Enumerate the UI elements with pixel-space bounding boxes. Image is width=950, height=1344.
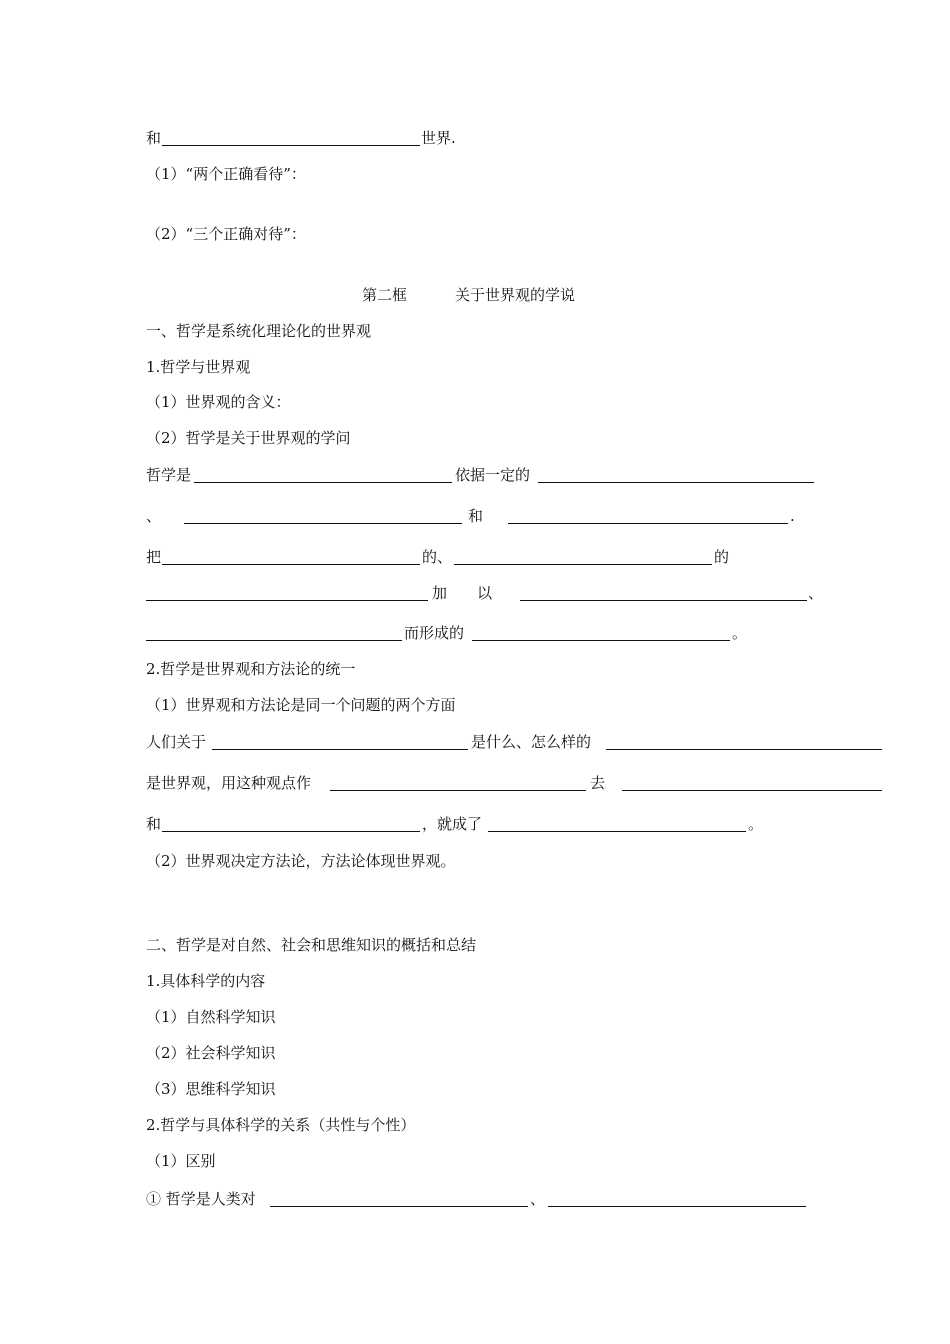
text-jia: 加 [432,584,448,602]
top-he-text: 和 [146,129,162,147]
fill-blank[interactable] [270,1206,528,1207]
fill-blank[interactable] [194,482,452,483]
fill-blank[interactable] [146,640,402,641]
item-1-2-a: （1）世界观和方法论是同一个问题的两个方面 [146,696,456,714]
item-2-1-b: （2）社会科学知识 [146,1044,276,1062]
subheading-2-1: 1.具体科学的内容 [146,972,266,990]
heading-2: 二、哲学是对自然、社会和思维知识的概括和总结 [146,936,477,954]
text-full-stop-2: 。 [748,815,764,833]
text-people-about: 人们关于 [146,733,207,751]
item-2-1-a: （1）自然科学知识 [146,1008,276,1026]
text-based-on: 依据一定的 [455,466,531,484]
text-qu: 去 [590,774,606,792]
item-2-2-a: （1）区别 [146,1152,216,1170]
text-comma-2: 、 [808,584,824,602]
section-title-part2: 关于世界观的学说 [455,286,576,304]
fill-blank[interactable] [520,600,807,601]
text-philosophy-humans: ① 哲学是人类对 [146,1190,256,1208]
text-ba: 把 [146,548,162,566]
item-1-1-b: （2）哲学是关于世界观的学问 [146,429,351,447]
text-comma: 、 [146,507,162,525]
fill-blank[interactable] [146,600,428,601]
text-and: 和 [468,507,484,525]
fill-blank[interactable] [162,831,420,832]
fill-blank[interactable] [330,790,586,791]
text-what-how: 是什么、怎么样的 [471,733,592,751]
text-de-2: 的 [714,548,730,566]
text-period: . [790,507,795,525]
fill-blank[interactable] [508,523,788,524]
fill-blank[interactable] [488,831,746,832]
item-two-views: （1）“两个正确看待”： [146,165,306,183]
subheading-1-1: 1.哲学与世界观 [146,358,251,376]
item-2-1-c: （3）思维科学知识 [146,1080,276,1098]
fill-blank[interactable] [472,640,730,641]
text-formed: 而形成的 [404,624,465,642]
fill-blank[interactable] [454,564,712,565]
fill-blank[interactable] [212,749,468,750]
fill-blank[interactable] [162,564,420,565]
text-and-2: 和 [146,815,162,833]
fill-blank[interactable] [622,790,882,791]
text-yi: 以 [477,584,493,602]
fill-blank[interactable] [548,1206,806,1207]
fill-blank[interactable] [162,145,420,146]
fill-blank[interactable] [184,523,462,524]
text-full-stop: 。 [732,624,748,642]
text-becomes: ，就成了 [422,815,483,833]
fill-blank[interactable] [538,482,814,483]
text-de: 的、 [422,548,453,566]
item-1-1-a: （1）世界观的含义： [146,393,291,411]
text-comma-3: 、 [530,1190,546,1208]
item-1-2-b: （2）世界观决定方法论，方法论体现世界观。 [146,852,456,870]
subheading-1-2: 2.哲学是世界观和方法论的统一 [146,660,356,678]
heading-1: 一、哲学是系统化理论化的世界观 [146,322,372,340]
item-three-treat: （2）“三个正确对待”： [146,225,306,243]
section-title-part1: 第二框 [362,286,408,304]
text-philosophy-is: 哲学是 [146,466,192,484]
text-is-worldview: 是世界观，用这种观点作 [146,774,312,792]
top-shijie-text: 世界. [421,129,456,147]
fill-blank[interactable] [606,749,882,750]
subheading-2-2: 2.哲学与具体科学的关系（共性与个性） [146,1116,416,1134]
